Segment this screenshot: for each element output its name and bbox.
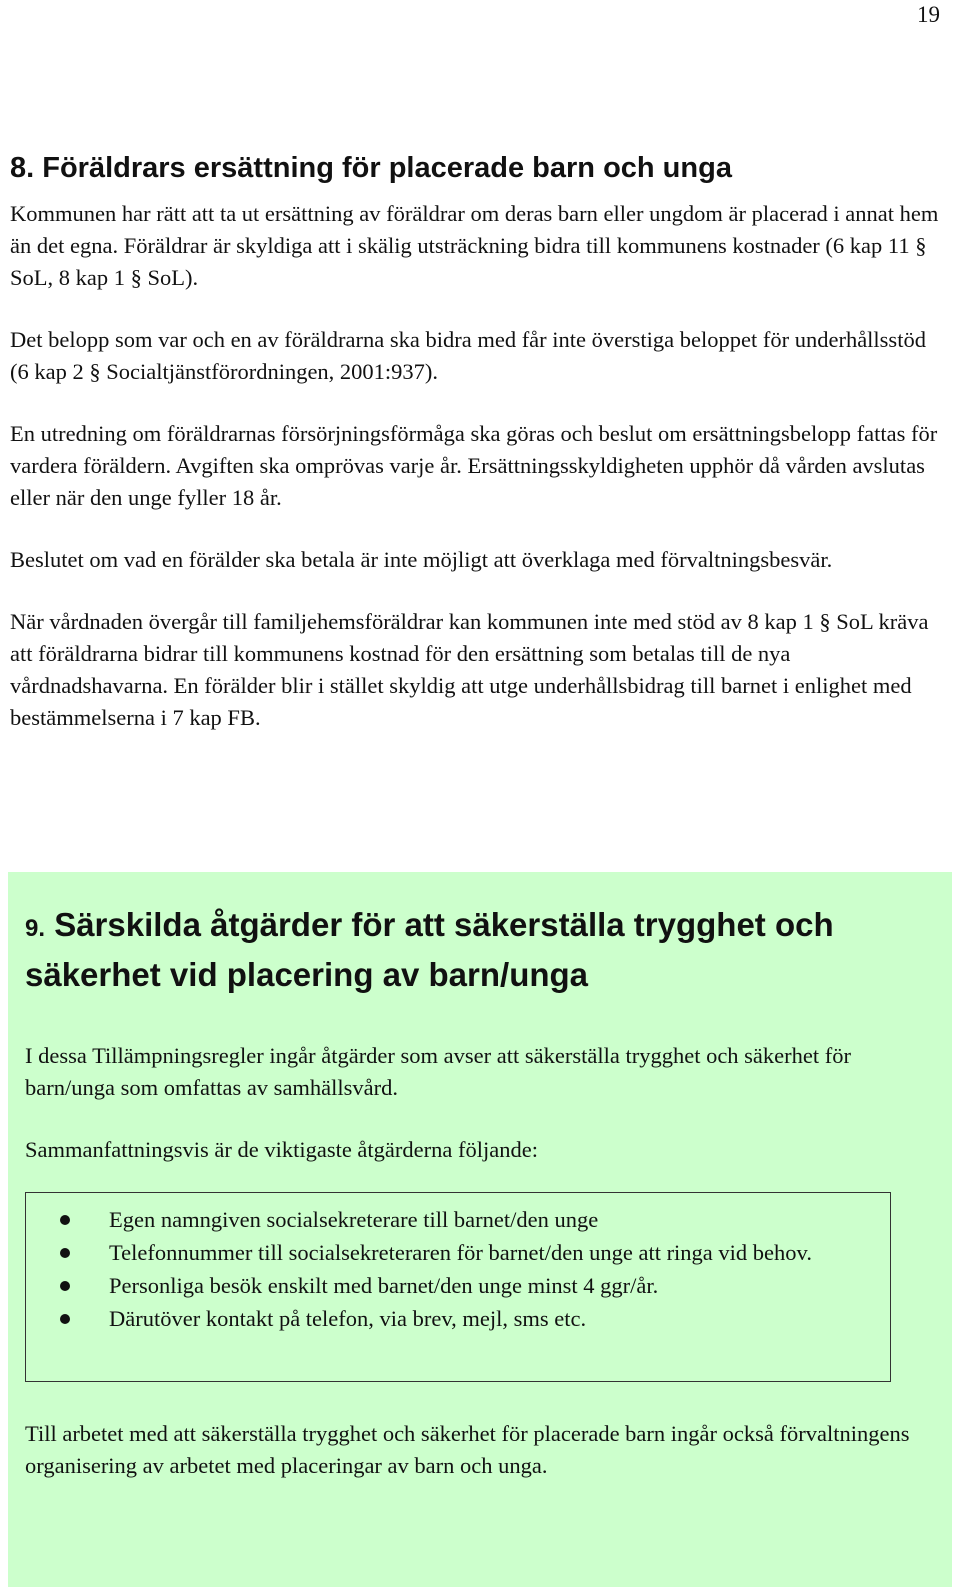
list-item: Egen namngiven socialsekreterare till barnet/den unge <box>54 1203 870 1236</box>
section-8-paragraph-3: En utredning om föräldrarnas försörjningsförmåga ska göras och beslut om ersättningsbelopp fattas för vardera föräldern. Avgiften ska omprövas varje år. Ersättningsskyldigheten upphör då vården avslutas eller när den unge fyller 18 år. <box>10 421 938 510</box>
section-9-summary-lead: Sammanfattningsvis är de viktigaste åtgärderna följande: <box>25 1137 538 1162</box>
section-8-paragraph-5: När vårdnaden övergår till familjehemsföräldrar kan kommunen inte med stöd av 8 kap 1 § SoL kräva att föräldrarna bidrar till kommunens kostnad för den ersättning som betalas till de nya vårdnadshavarna. En förälder blir i stället skyldig att utge underhållsbidrag till barnet i enlighet med bestämmelserna i 7 kap FB. <box>10 609 929 730</box>
section-9-title-text: Särskilda åtgärder för att säkerställa trygghet och säkerhet vid placering av barn/unga <box>25 906 834 993</box>
bullet-icon <box>60 1281 70 1291</box>
section-8-paragraph-2: Det belopp som var och en av föräldrarna ska bidra med får inte överstiga beloppet för underhållsstöd (6 kap 2 § Socialtjänstförordningen, 2001:937). <box>10 327 926 384</box>
summary-box <box>25 1192 891 1382</box>
section-8 <box>10 150 950 764</box>
section-9-number: 9. <box>25 915 46 942</box>
measures-list <box>54 1203 870 1335</box>
list-item: Personliga besök enskilt med barnet/den unge minst 4 ggr/år. <box>54 1269 870 1302</box>
list-item: Därutöver kontakt på telefon, via brev, mejl, sms etc. <box>54 1302 870 1335</box>
section-8-title: 8. Föräldrars ersättning för placerade barn och unga <box>10 152 732 184</box>
section-8-paragraph-1: Kommunen har rätt att ta ut ersättning av föräldrar om deras barn eller ungdom är placerad i annat hem än det egna. Föräldrar är skyldiga att i skälig utsträckning bidra till kommunens kostnader (6 kap 11 § SoL, 8 kap 1 § SoL). <box>10 201 939 290</box>
section-8-paragraph-4: Beslutet om vad en förälder ska betala är inte möjligt att överklaga med förvaltningsbesvär. <box>10 547 833 572</box>
bullet-icon <box>60 1215 70 1225</box>
list-item: Telefonnummer till socialsekreteraren för barnet/den unge att ringa vid behov. <box>54 1236 870 1269</box>
bullet-icon <box>60 1314 70 1324</box>
section-9-highlight-box <box>8 872 952 1587</box>
section-9-intro: I dessa Tillämpningsregler ingår åtgärder som avser att säkerställa trygghet och säkerhet för barn/unga som omfattas av samhällsvård. <box>25 1043 851 1100</box>
section-9-closing: Till arbetet med att säkerställa trygghet och säkerhet för placerade barn ingår också förvaltningens organisering av arbetet med placeringar av barn och unga. <box>25 1421 910 1478</box>
section-9-title <box>25 902 940 998</box>
page-number: 19 <box>917 2 940 27</box>
bullet-icon <box>60 1248 70 1258</box>
